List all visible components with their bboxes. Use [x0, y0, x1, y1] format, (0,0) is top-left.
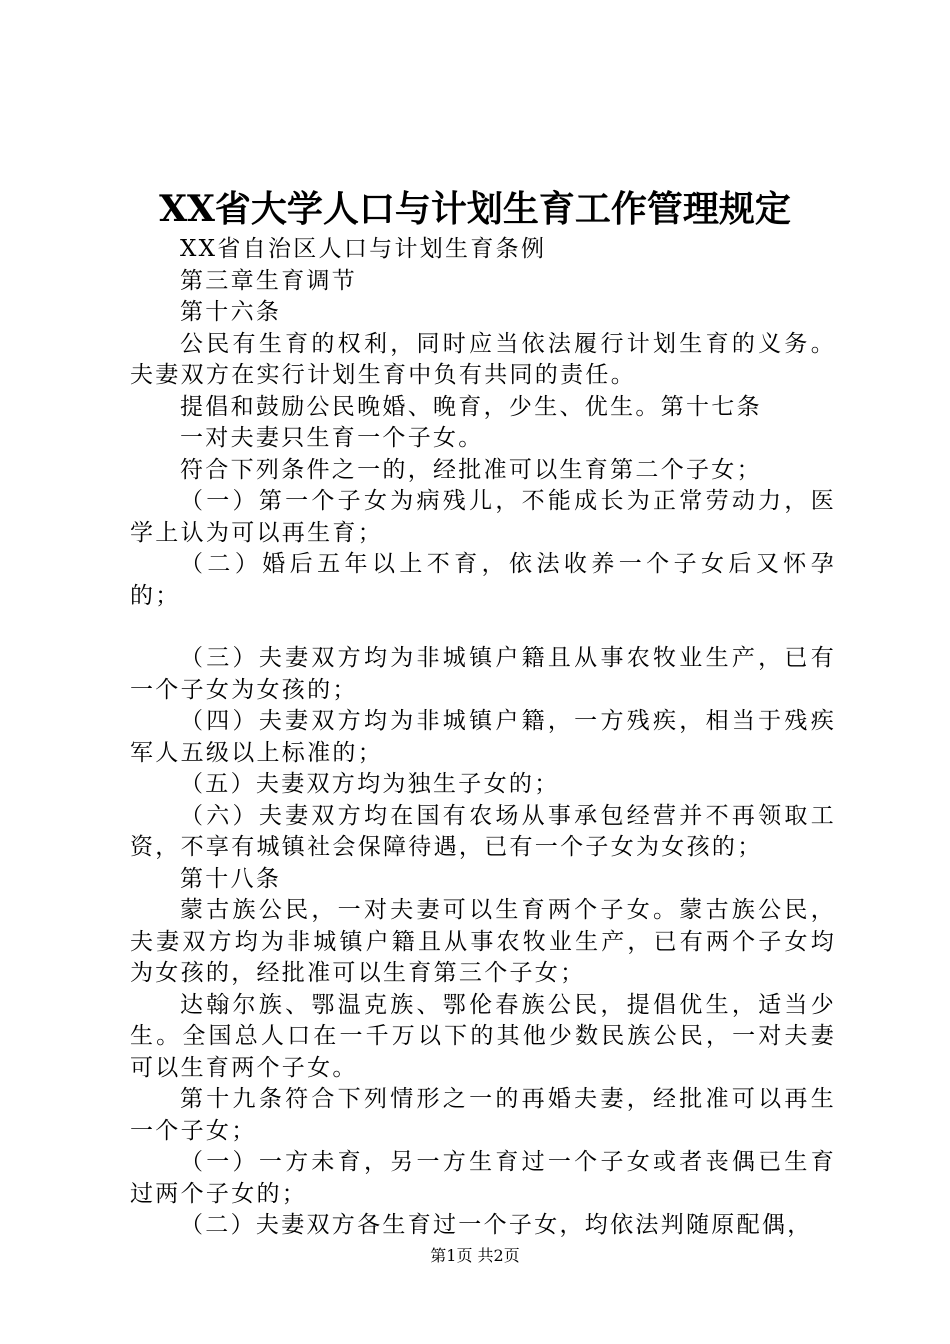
paragraph-remarriage-2: （二）夫妻双方各生育过一个子女，均依法判随原配偶， — [180, 1212, 813, 1238]
paragraph-article-16: 第十六条 — [180, 299, 282, 325]
document-body — [130, 234, 836, 1242]
paragraph-one-child: 一对夫妻只生育一个子女。 — [180, 425, 484, 451]
paragraph-minority-citizens: 达翰尔族、鄂温克族、鄂伦春族公民，提倡优生，适当少生。全国总人口在一千万以下的其他少数民族公民，一对夫妻可以生育两个子女。 — [130, 991, 836, 1081]
document-title: XX省大学人口与计划生育工作管理规定 — [159, 188, 791, 230]
paragraph-condition-4: （四）夫妻双方均为非城镇户籍，一方残疾，相当于残疾军人五级以上标准的； — [130, 708, 836, 766]
paragraph-article-19: 第十九条符合下列情形之一的再婚夫妻，经批准可以再生一个子女； — [130, 1086, 836, 1144]
paragraph-condition-5: （五）夫妻双方均为独生子女的； — [180, 771, 560, 797]
paragraph-gap — [130, 612, 836, 643]
paragraph-condition-3: （三）夫妻双方均为非城镇户籍且从事农牧业生产，已有一个子女为女孩的； — [130, 645, 836, 703]
page-number-footer: 第1页 共2页 — [430, 1246, 520, 1265]
paragraph-citizen-rights: 公民有生育的权利，同时应当依法履行计划生育的义务。夫妻双方在实行计划生育中负有共同的责任。 — [130, 330, 836, 388]
paragraph-late-marriage: 提倡和鼓励公民晚婚、晚育，少生、优生。第十七条 — [180, 393, 762, 420]
paragraph-chapter-heading: 第三章生育调节 — [180, 267, 358, 294]
paragraph-condition-1: （一）第一个子女为病残儿，不能成长为正常劳动力，医学上认为可以再生育； — [130, 488, 836, 546]
paragraph-regulation-name: XX省自治区人口与计划生育条例 — [180, 236, 547, 262]
paragraph-condition-2: （二）婚后五年以上不育，依法收养一个子女后又怀孕的； — [130, 551, 836, 609]
paragraph-remarriage-1: （一）一方未育，另一方生育过一个子女或者丧偶已生育过两个子女的； — [130, 1149, 836, 1207]
paragraph-mongolian-citizens: 蒙古族公民，一对夫妻可以生育两个子女。蒙古族公民，夫妻双方均为非城镇户籍且从事农牧业生产，已有两个子女均为女孩的，经批准可以生育第三个子女； — [130, 897, 836, 986]
paragraph-condition-6: （六）夫妻双方均在国有农场从事承包经营并不再领取工资，不享有城镇社会保障待遇，已有一个子女为女孩的； — [130, 802, 836, 860]
paragraph-second-child-conditions: 符合下列条件之一的，经批准可以生育第二个子女； — [180, 456, 762, 483]
paragraph-article-18: 第十八条 — [180, 865, 282, 892]
